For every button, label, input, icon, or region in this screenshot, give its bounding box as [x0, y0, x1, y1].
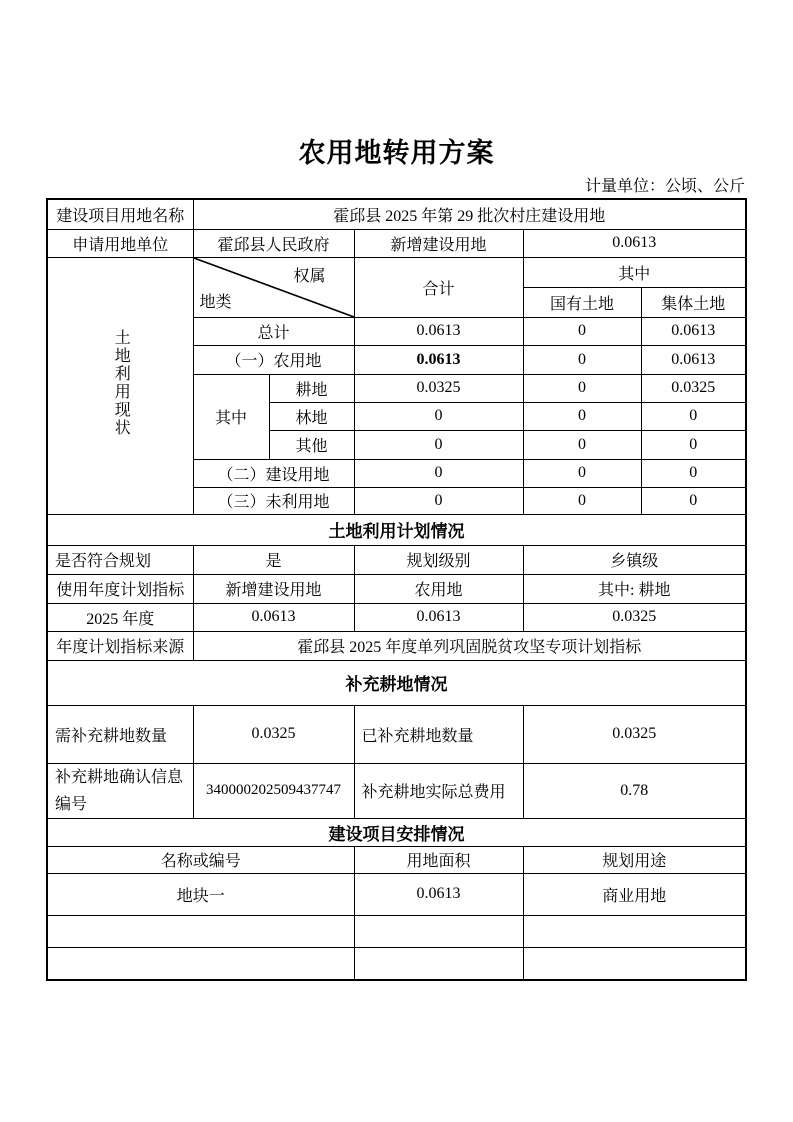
construction-collective: 0 [641, 459, 746, 487]
column-header-plot-area: 用地面积 [354, 846, 523, 873]
agricultural-sum: 0.0613 [354, 345, 523, 374]
forest-collective: 0 [641, 402, 746, 430]
construction-state: 0 [523, 459, 641, 487]
confirm-number-value: 340000202509437747 [193, 763, 354, 818]
table-row [47, 545, 746, 574]
needed-supplement-value: 0.0325 [193, 705, 354, 763]
total-state: 0 [523, 317, 641, 345]
annual-quota-col1: 新增建设用地 [193, 574, 354, 603]
plot-area: 0.0613 [354, 873, 523, 915]
land-use-status-side-label [47, 257, 193, 514]
page-title: 农用地转用方案 [298, 138, 495, 168]
land-conversion-table [46, 198, 747, 981]
supplement-section-title: 补充耕地情况 [47, 660, 746, 705]
row-label-cultivated: 耕地 [269, 374, 354, 402]
empty-cell [354, 915, 523, 947]
table-row [47, 763, 746, 818]
empty-cell [523, 915, 746, 947]
other-state: 0 [523, 430, 641, 459]
forest-sum: 0 [354, 402, 523, 430]
done-supplement-value: 0.0325 [523, 705, 746, 763]
other-collective: 0 [641, 430, 746, 459]
empty-cell [523, 947, 746, 980]
empty-cell [47, 947, 354, 980]
plot-use: 商业用地 [523, 873, 746, 915]
confirm-number-label: 补充耕地确认信息编号 [47, 763, 193, 818]
other-sum: 0 [354, 430, 523, 459]
land-use-status-side-label-text: 土地利用现状 [112, 329, 130, 437]
row-label-total: 总计 [193, 317, 354, 345]
among-rows-label: 其中 [193, 374, 269, 459]
row-label-construction: （二）建设用地 [193, 459, 354, 487]
table-row [47, 873, 746, 915]
table-row [47, 947, 746, 980]
section-header-row [47, 660, 746, 705]
project-section-title: 建设项目安排情况 [47, 818, 746, 846]
applicant-label: 申请用地单位 [47, 229, 193, 257]
row-label-agricultural: （一）农用地 [193, 345, 354, 374]
total-sum: 0.0613 [354, 317, 523, 345]
annual-quota-col2: 农用地 [354, 574, 523, 603]
unused-collective: 0 [641, 487, 746, 514]
new-construction-label: 新增建设用地 [354, 229, 523, 257]
forest-state: 0 [523, 402, 641, 430]
table-row [47, 705, 746, 763]
year-value-3: 0.0325 [523, 603, 746, 631]
table-row [47, 229, 746, 257]
column-header-plot-name: 名称或编号 [47, 846, 354, 873]
year-value-2: 0.0613 [354, 603, 523, 631]
table-row [47, 603, 746, 631]
measurement-unit-note: 计量单位：公顷、公斤 [584, 178, 745, 195]
project-name-value: 霍邱县 2025 年第 29 批次村庄建设用地 [193, 199, 746, 229]
total-collective: 0.0613 [641, 317, 746, 345]
compliance-value: 是 [193, 545, 354, 574]
construction-sum: 0 [354, 459, 523, 487]
column-header-collective-land: 集体土地 [641, 287, 746, 317]
row-label-forest: 林地 [269, 402, 354, 430]
table-row [47, 846, 746, 873]
actual-cost-value: 0.78 [523, 763, 746, 818]
diagonal-label-landtype: 地类 [199, 293, 232, 311]
applicant-value: 霍邱县人民政府 [193, 229, 354, 257]
plan-level-value: 乡镇级 [523, 545, 746, 574]
empty-cell [47, 915, 354, 947]
table-row [47, 915, 746, 947]
cultivated-state: 0 [523, 374, 641, 402]
diagonal-header-cell [193, 257, 354, 317]
cultivated-sum: 0.0325 [354, 374, 523, 402]
actual-cost-label: 补充耕地实际总费用 [354, 763, 523, 818]
plot-name: 地块一 [47, 873, 354, 915]
project-name-label: 建设项目用地名称 [47, 199, 193, 229]
table-row [47, 631, 746, 660]
quota-source-value: 霍邱县 2025 年度单列巩固脱贫攻坚专项计划指标 [193, 631, 746, 660]
unused-state: 0 [523, 487, 641, 514]
plan-level-label: 规划级别 [354, 545, 523, 574]
needed-supplement-label: 需补充耕地数量 [47, 705, 193, 763]
agricultural-collective: 0.0613 [641, 345, 746, 374]
year-label: 2025 年度 [47, 603, 193, 631]
section-header-row [47, 818, 746, 846]
section-header-row [47, 514, 746, 545]
unused-sum: 0 [354, 487, 523, 514]
table-row [47, 199, 746, 229]
column-header-state-land: 国有土地 [523, 287, 641, 317]
diagonal-label-ownership: 权属 [293, 267, 326, 285]
quota-source-label: 年度计划指标来源 [47, 631, 193, 660]
column-header-plot-use: 规划用途 [523, 846, 746, 873]
table-row [47, 257, 746, 287]
new-construction-value: 0.0613 [523, 229, 746, 257]
year-value-1: 0.0613 [193, 603, 354, 631]
empty-cell [354, 947, 523, 980]
compliance-label: 是否符合规划 [47, 545, 193, 574]
plan-section-title: 土地利用计划情况 [47, 514, 746, 545]
column-header-total: 合计 [354, 257, 523, 317]
row-label-unused: （三）未利用地 [193, 487, 354, 514]
column-header-among: 其中 [523, 257, 746, 287]
agricultural-state: 0 [523, 345, 641, 374]
annual-quota-col3: 其中: 耕地 [523, 574, 746, 603]
table-row [47, 574, 746, 603]
cultivated-collective: 0.0325 [641, 374, 746, 402]
row-label-other: 其他 [269, 430, 354, 459]
done-supplement-label: 已补充耕地数量 [354, 705, 523, 763]
annual-quota-label: 使用年度计划指标 [47, 574, 193, 603]
